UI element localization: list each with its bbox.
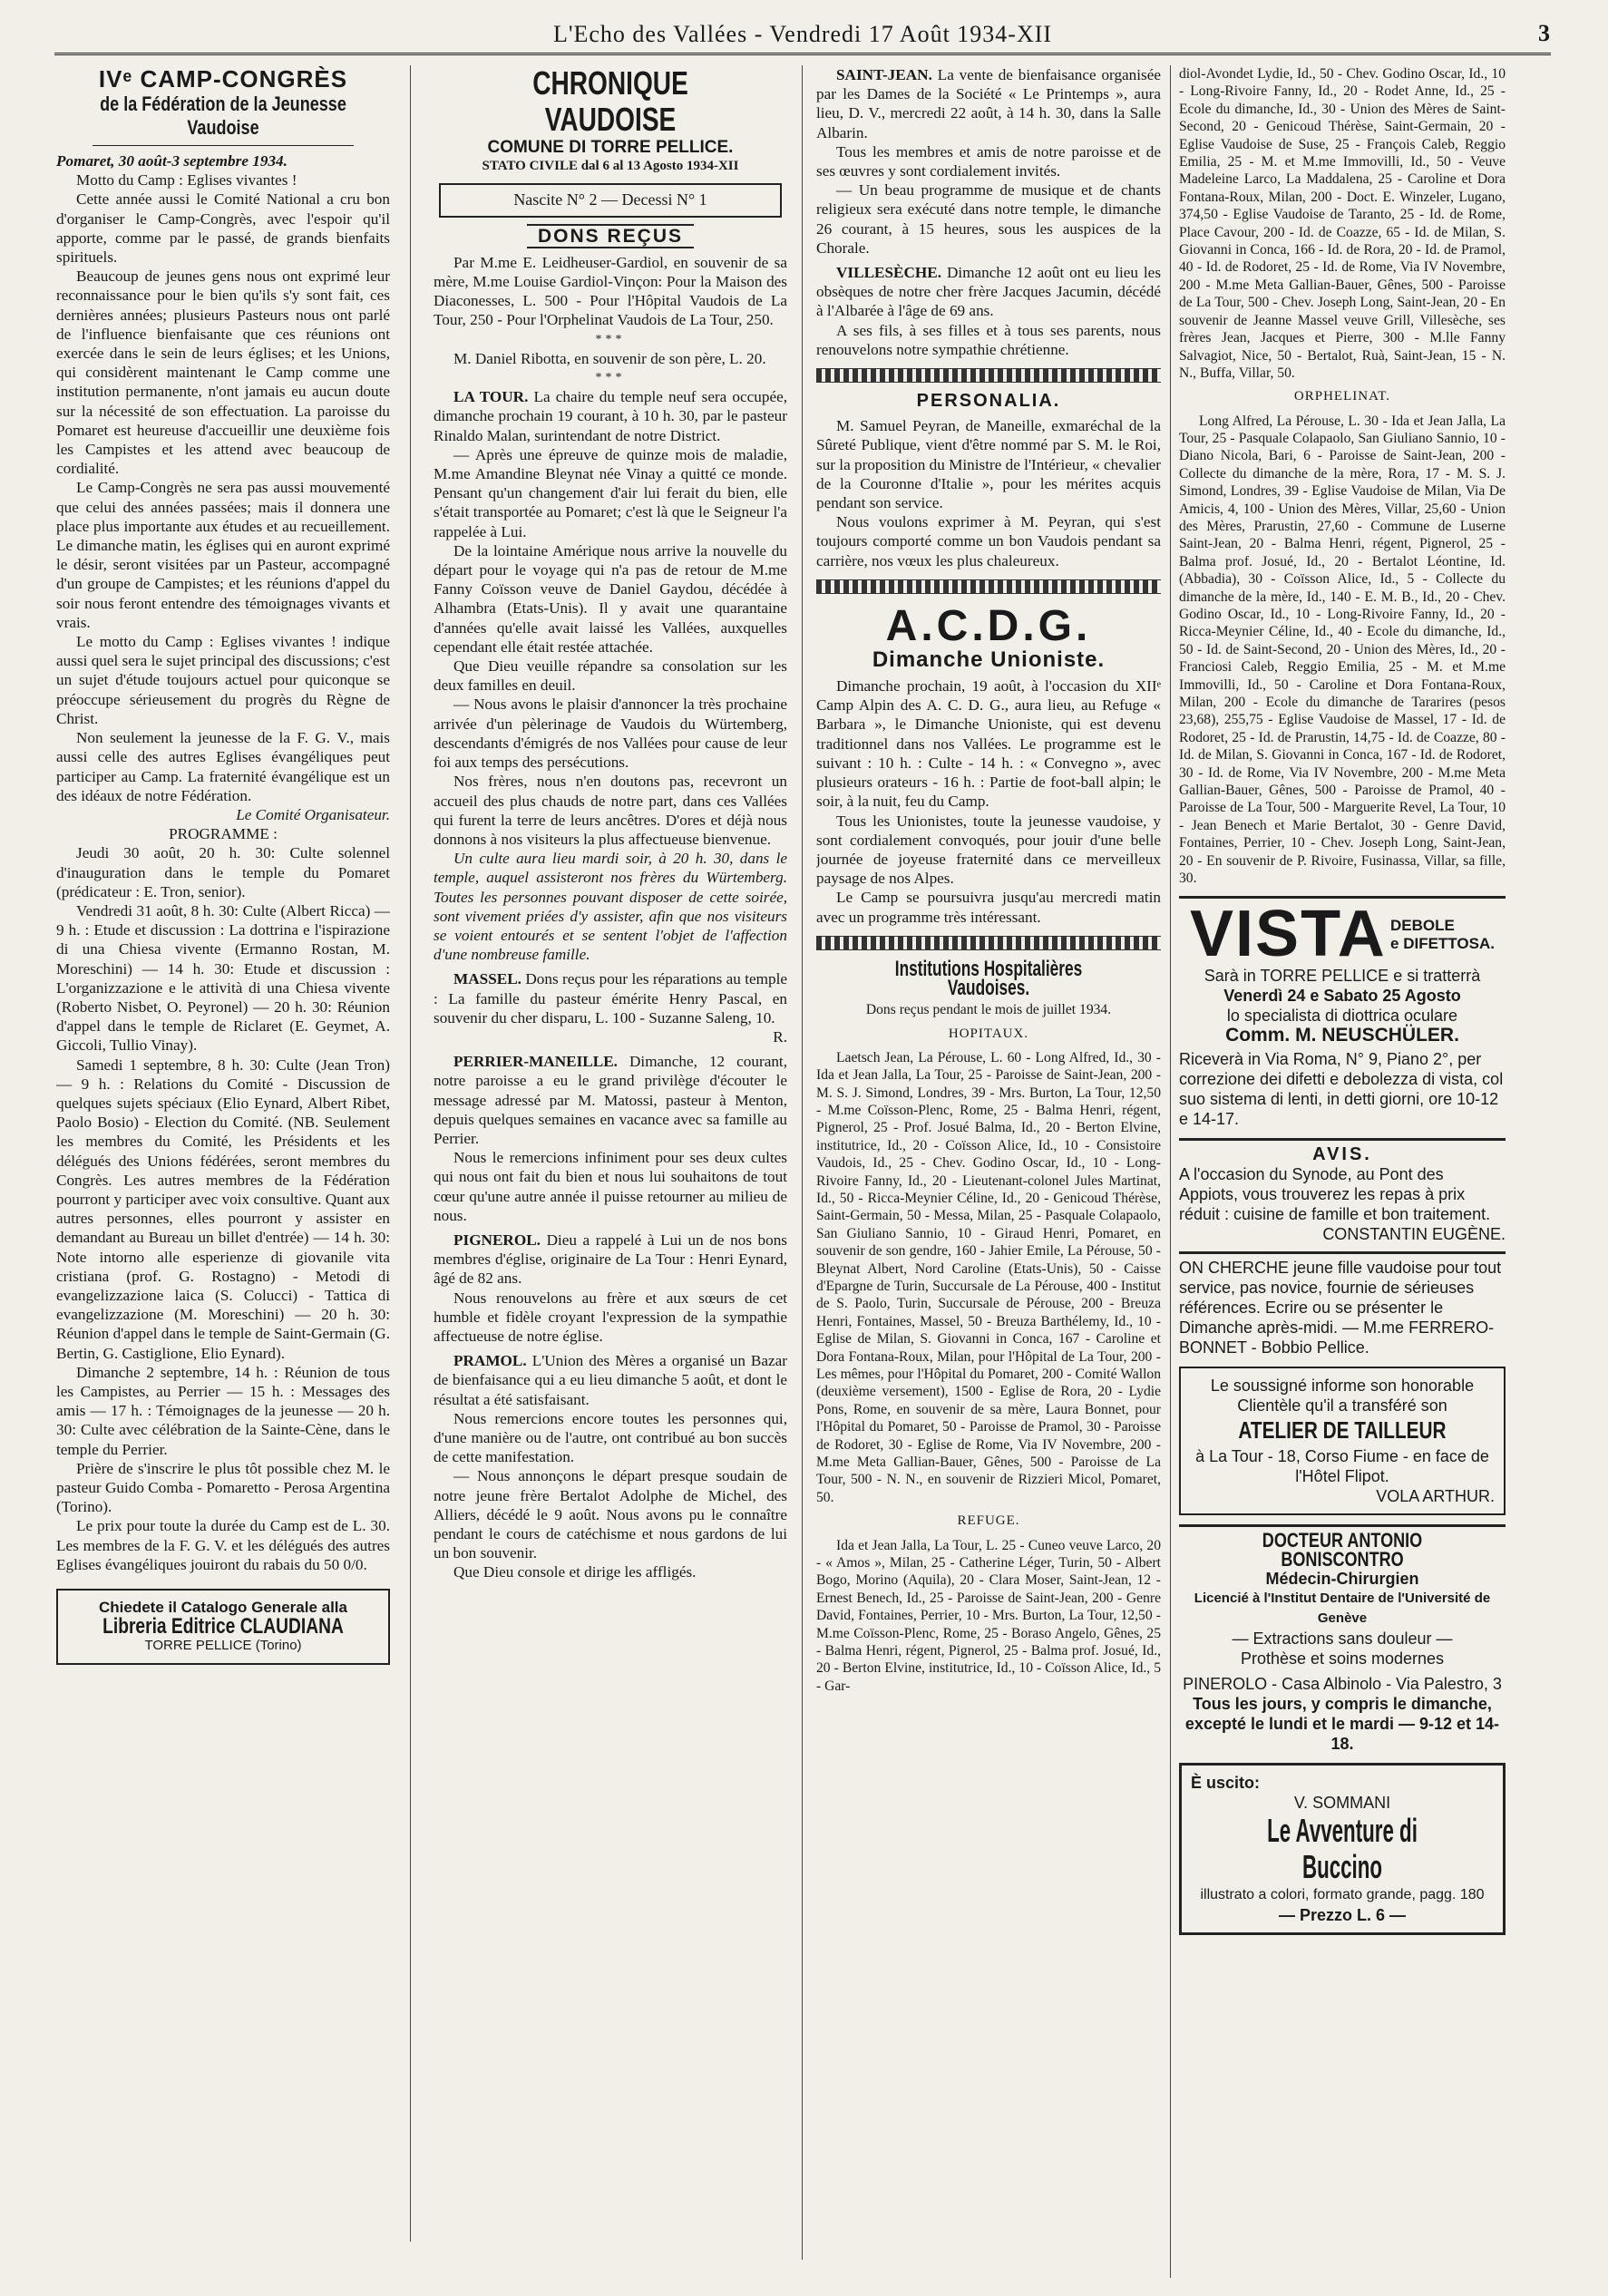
article-paragraph: Nous renouvelons au frère et aux sœurs de cet humble et fidèle croyant l'expression de la sympathie affectueuse de notre église. xyxy=(434,1289,787,1345)
vista-side-text xyxy=(1390,917,1495,953)
article-signature: R. xyxy=(773,1027,787,1046)
camp-dateline: Pomaret, 30 août-3 septembre 1934. xyxy=(56,152,287,170)
donations-list: Laetsch Jean, La Pérouse, L. 60 - Long Alfred, Id., 30 - Ida et Jean Jalla, La Tour, 25 - Paroisse de Saint-Jean, 200 - M. S. J. Simond, Londres, 39 - Mrs. Burton, La Tour, 12,50 - M.me Coïsson-Plenc, Rome, 25 - Balma Henri, régent, Pignerol, 25 - Prof. Josué Balma, Id., 20 - Berton Elvine, institutrice, Id., 20 - Coïsson Alice, Id., 10 - Consistoire Vaudois, Id., 25 - Chev. Godino Oscar, Id., 10 - Long-Rivoire Fanny, Id., 20 - Lieutenant-colonel Jules Martinat, Id., 50 - Ricca-Meynier Céline, Id., 20 - Genicoud Thérèse, Saint-Germain, 50 - Messa, Milan, 25 - Pasquale Colapaolo, San Giuliano Sannio, 10 - Giraud Henri, Pomaret, en souvenir de son gendre, 160 - Jahier Emile, La Pérouse, 50 - Bleynat Albert, Nord Caroline (Etats-Unis), 50 - Caisse d'Epargne de Turin, Succursale de La Pérouse, 400 - Institut de S. Paolo, Turin, Succursale de Pérouse, 200 - Breuza Henri, Fontaines, Massel, 50 - Breuza Barthélemy, Id., 10 - Eglise de Milan, S. Giovanni in Conca, 167 - Caroline et Dora Fontana-Roux, Milan, pour l'Hôpital de La Tour, 200 - Les mêmes, pour l'Hôpital du Pomaret, 200 - Comité Wallon (deuxième versement), 1500 - Eglise de Rora, 20 - Lydie Pons, Rome, en souvenir de sa mère, Laura Bonnet, pour l'Hôpital du Pomaret, 50 - Paroisse de Pramol, 30 - Paroisse de Rodoret, 30 - Eglise de Rome, Via IV Novembre, 200 - M.me Meta Gallian-Bauer, Gênes, 500 - Paroisse de La Tour, 500 - N. N., en souvenir de Rizzieri Micol, Pomaret, 50. xyxy=(816,1049,1161,1505)
column-rule xyxy=(802,65,803,2260)
article-paragraph: Tous les membres et amis de notre paroisse et de ses œuvres y sont cordialement invités. xyxy=(816,142,1161,180)
article-paragraph: Dimanche prochain, 19 août, à l'occasion du XIIᵉ Camp Alpin des A. C. D. G., aura lieu, au Refuge « Barbara », le Dimanche Unioniste, qui est devenu traditionnel dans nos Vallées. Le programme est le suivant : 10 h. : Culte - 14 h. : « Convegno », avec plusieurs orateurs - 16 h. : Partie de foot-ball alpin; le soir, à la nuit, feu du Camp. xyxy=(816,677,1161,811)
article-text: Dieu a rappelé à Lui un de nos bons membres d'église, originaire de La Tour : Henri Eynard, âgé de 82 ans. xyxy=(434,1231,787,1288)
claudiana-ad-place: TORRE PELLICE (Torino) xyxy=(144,1638,302,1654)
article-paragraph: Le motto du Camp : Eglises vivantes ! indique aussi quel sera le sujet principal des discussions; c'est un sujet d'étude toujours actuel pour quiconque se préoccupe sérieusement du progrès du Règne de Christ. xyxy=(56,633,390,727)
vista-doctor: Comm. M. NEUSCHÜLER. xyxy=(1225,1025,1459,1046)
section-pramol: PRAMOL. xyxy=(453,1352,527,1370)
section-villeseche: VILLESÈCHE. xyxy=(836,264,942,282)
article-paragraph: — Nous annonçons le départ presque soudain de notre jeune frère Bertalot Adolphe de Michel, des Alliers, décédé le 9 août. Nous avons pu le connaître pendant le cours de catéchisme et nous gardons de lui un bon souvenir. xyxy=(434,1467,787,1562)
refuge-heading: REFUGE. xyxy=(957,1513,1020,1529)
book-author: V. SOMMANI xyxy=(1293,1794,1391,1813)
book-details: illustrato a colori, formato grande, pagg. 180 xyxy=(1200,1887,1485,1903)
article-text: L'Union des Mères a organisé un Bazar de bienfaisance qui a eu lieu dimanche 5 août, et dont le résultat a été satisfaisant. xyxy=(434,1352,787,1408)
article-paragraph: Par M.me E. Leidheuser-Gardiol, en souvenir de sa mère, M.me Louise Gardiol-Vinçon: Pour la Maison des Diaconesses, L. 500 - Pour l'Hôpital Vaudois de La Tour, 250 - Pour l'Orphelinat Vaudois de La Tour, 250. xyxy=(434,253,787,329)
tailor-signature: VOLA ARTHUR. xyxy=(1376,1486,1495,1505)
article-paragraph: Que Dieu console et dirige les affligés. xyxy=(453,1563,697,1581)
article-signature: Le Comité Organisateur. xyxy=(236,805,390,823)
claudiana-ad-line: Chiedete il Catalogo Generale alla xyxy=(99,1599,347,1617)
vista-word: VISTA xyxy=(1190,898,1387,971)
institutions-subheading: Dons reçus pendant le mois de juillet 1934. xyxy=(865,1002,1112,1018)
ornamental-divider xyxy=(816,368,1161,383)
ornamental-divider xyxy=(816,579,1161,594)
book-price: — Prezzo L. 6 — xyxy=(1278,1906,1407,1925)
programme-item: Dimanche 2 septembre, 14 h. : Réunion de tous les Campistes, au Perrier — 15 h. : Messages des amis — 17 h. : Témoignages de la jeunesse — 20 h. 30: Culte avec célébration de la Sainte-Cène, dans le temple du Perrier. xyxy=(56,1363,390,1458)
article-paragraph: Le Camp se poursuivra jusqu'au mercredi matin avec un programme très intéressant. xyxy=(816,889,1161,926)
avis-heading: AVIS. xyxy=(1312,1144,1372,1165)
programme-heading: PROGRAMME : xyxy=(169,825,278,843)
job-ad xyxy=(1179,1251,1506,1357)
article-paragraph: Nos frères, nous n'en doutons pas, recevront un accueil des plus chauds de notre part, dans ces Vallées qui furent la terre de leurs ancêtres. D'ores et déjà nous donnons à nos visiteurs la plus affectueuse bienvenue. xyxy=(434,773,787,848)
claudiana-ad xyxy=(56,1589,390,1665)
article-paragraph: Nous remercions encore toutes les personnes qui, d'une manière ou de l'autre, ont contribué au bon succès de cette manifestation. xyxy=(434,1409,787,1466)
book-ad xyxy=(1179,1763,1506,1935)
vista-ad xyxy=(1179,896,1506,1129)
article-paragraph: Nous voulons exprimer à M. Peyran, qui s'est toujours comporté comme un bon Vaudois pendant sa carrière, nos vœux les plus chaleureux. xyxy=(816,513,1161,569)
article-paragraph: — Nous avons le plaisir d'annoncer la très prochaine arrivée d'un pèlerinage de Vaudois du Würtemberg, descendants d'émigrés de nos Vallées pour cause de leur foi aux temps des persécutions. xyxy=(434,696,787,772)
doctor-address: PINEROLO - Casa Albinolo - Via Palestro, 3 xyxy=(1183,1675,1502,1694)
column-2 xyxy=(434,65,787,2260)
article-paragraph: — Un beau programme de musique et de chants religieux sera exécuté dans notre temple, le dimanche 26 courant, à 15 heures, sous les auspices de la Chorale. xyxy=(816,181,1161,257)
chronicle-subtitle: COMUNE DI TORRE PELLICE. xyxy=(487,138,734,157)
dons-heading xyxy=(434,227,787,246)
tailor-line: Le soussigné informe son honorable Clientèle qu'il a transféré son xyxy=(1210,1377,1475,1416)
article-paragraph: Non seulement la jeunesse de la F. G. V., mais aussi celle des autres Eglises évangéliques peut participer au Camp. La fraternité évangélique est un des idéaux de notre Fédération. xyxy=(56,729,390,804)
column-3 xyxy=(816,65,1161,2278)
section-saint-jean: SAINT-JEAN. xyxy=(836,66,932,83)
article-text: Dimanche, 12 courant, notre paroisse a eu le grand privilège d'écouter le message adressé par M. Matossi, pasteur à Menton, depuis quelques semaines en vacance avec sa famille au Perrier. xyxy=(434,1053,787,1147)
vista-text: Riceverà in Via Roma, N° 9, Piano 2°, per correzione dei difetti e debolezza di vista, col suo sistema di lenti, in detti giorni, ore 10-12 e 14-17. xyxy=(1179,1050,1504,1129)
orphelinat-heading: ORPHELINAT. xyxy=(1293,389,1391,404)
column-rule xyxy=(1170,65,1171,2278)
doctor-service: Prothèse et soins modernes xyxy=(1240,1649,1445,1668)
hopitaux-heading: HOPITAUX. xyxy=(948,1026,1029,1041)
personalia-heading: PERSONALIA. xyxy=(916,391,1061,412)
article-paragraph: De la lointaine Amérique nous arrive la nouvelle du départ pour le voyage qui n'a pas de retour de M.me Fanny Coïsson veuve de Daniel Gaydou, décédée à Alhambra (Etats-Unis). Il y avait une quarantaine d'années qu'elle avait laissé les Vallées, auxquelles cependant elle était restée attachée. xyxy=(434,541,787,656)
camp-motto: Motto du Camp : Eglises vivantes ! xyxy=(76,171,297,190)
avis-text: A l'occasion du Synode, au Pont des Appiots, vous trouverez les repas à prix réduit : cuisine de famille et bon traitement. xyxy=(1179,1165,1491,1224)
job-ad-text: ON CHERCHE jeune fille vaudoise pour tout service, pas novice, fournie de sérieuses références. Ecrire ou se présenter le Dimanche après-midi. — M.me FERRERO-BONNET - Bobbio Pellice. xyxy=(1179,1259,1502,1357)
doctor-service: — Extractions sans douleur — xyxy=(1232,1630,1453,1649)
article-paragraph: Nous le remercions infiniment pour ses deux cultes qui nous ont fait du bien et nous lui souhaitons de tout cœur qu'une autre année il puisse retourner au milieu de nous. xyxy=(434,1149,787,1224)
dons-heading-text: DONS REÇUS xyxy=(527,224,694,248)
camp-title: IVᵉ CAMP-CONGRÈS xyxy=(98,65,348,92)
article-text: Dimanche 12 août ont eu lieu les obsèques de notre cher frère Jacques Jacumin, décédé à l'Albarée à l'âge de 69 ans. xyxy=(816,264,1161,320)
programme-item: Vendredi 31 août, 8 h. 30: Culte (Albert Ricca) — 9 h. : Etude et discussion : La dottrina e l'ispirazione di una Chiesa vivente (Ermanno Rostan, M. Moreschini) — 14 h. 30: Etude et discussion : L'organizzazione e le attività di una Chiesa vivente (Roberto Nisbet, O. Peyronel) — 20 h. 30: Réunion d'appel dans le temple de Riclaret (E. Geymet, A. Giccoli, Tullio Vinay). xyxy=(56,901,390,1055)
vista-side-1: DEBOLE xyxy=(1390,917,1455,935)
column-4 xyxy=(1179,65,1506,2287)
births-deaths-box: Nascite N° 2 — Decessi N° 1 xyxy=(439,183,782,217)
donations-list: Ida et Jean Jalla, La Tour, L. 25 - Cuneo veuve Larco, 20 - « Amos », Milan, 25 - Catherine Léger, Turin, 50 - Albert Bogo, Morino (Aquila), 20 - Clara Moser, Saint-Jean, 12 - Ernest Benech, Id., 25 - Paroisse de Saint-Jean, 200 - Genre David, Fontaines, Perrier, 10 - Mrs. Burton, La Tour, 12,50 - M.me Coïsson-Plenc, Rome, 25 - Boraso Angelo, Gênes, 25 - Balma Henri, régent, Pignerol, 25 - Balma prof. Josué, Id., 20 - Berton Elvine, institutrice, Id., 10 - Coïsson Alice, Id., 5 - Gar- xyxy=(816,1537,1161,1694)
donations-list: diol-Avondet Lydie, Id., 50 - Chev. Godino Oscar, Id., 10 - Long-Rivoire Fanny, Id., 20 - Rodet Anne, Id., 25 - Ecole du dimanche, Id., 30 - Union des Mères de Saint-Second, 20 - Genicoud Thérèse, Saint-Germain, 20 - Eglise Vaudoise de Suse, 25 - François Caleb, Reggio Emilia, 25 - M. et M.me Immovilli, Id., 50 - Veuve Madeleine Larco, La Maddalena, 25 - Caroline et Dora Fontana-Roux, Milan, 200 - Doct. E. Winzeler, Lugano, 374,50 - Eglise Vaudoise de Taranto, 25 - Id. de Rome, Place Cavour, 200 - Id. de Coazze, 65 - Id. de Milan, S. Giovanni in Conca, 166 - Id. de Rora, 20 - Id. de Pramol, 40 - Id. de Rodoret, 25 - Id. de Rome, Via IV Novembre, 200 - M.me Meta Gallian-Bauer, Gênes, 500 - Paroisse de La Tour, 500 - Chev. Joseph Long, Saint-Jean, 20 - En souvenir de Jeanne Massel veuve Grill, Villesèche, ses frères Jean, Jacques et Pierre, 300 - M.lle Fanny Salvagiot, Nice, 50 - Bertalot, Ruà, Saint-Jean, 15 - N. N., Buffa, Villar, 50. xyxy=(1179,66,1506,381)
avis-signature: CONSTANTIN EUGÈNE. xyxy=(1322,1225,1506,1244)
section-latour: LA TOUR. xyxy=(453,388,529,406)
article-paragraph: — Après une épreuve de quinze mois de maladie, M.me Amandine Bleynat née Vinay a quitté ce monde. Pensant qu'un changement d'air lui ferait du bien, elle s'était transportée au Pomaret; c'est là que le Seigneur l'a rappelée à Lui. xyxy=(434,445,787,540)
acdg-heading: A.C.D.G. xyxy=(885,601,1092,650)
article-text: La chaire du temple neuf sera occupée, dimanche prochain 19 courant, à 10 h. 30, par le pasteur Rinaldo Malan, surintendant de notre District. xyxy=(434,388,787,444)
article-paragraph: Un culte aura lieu mardi soir, à 20 h. 30, dans le temple, auquel assisteront nos frères du Würtemberg. Toutes les personnes pouvant disposer de cette soirée, sont vivement priées d'y assister, afin que nos visiteurs se voient entourés et se sentent l'objet de l'affection d'une nombreuse famille. xyxy=(434,850,787,964)
section-massel: MASSEL. xyxy=(453,970,521,988)
article-text: La vente de bienfaisance organisée par les Dames de la Société « Le Printemps », aura lieu, D. V., mercredi 22 août, à 14 h. 30, dans la Salle Albarin. xyxy=(816,66,1161,141)
acdg-subheading: Dimanche Unioniste. xyxy=(872,647,1106,672)
doctor-licence: Licencié à l'Institut Dentaire de l'Université de Genève xyxy=(1194,1591,1491,1627)
header-title: L'Echo des Vallées - Vendredi 17 Août 1934-XII xyxy=(552,21,1053,47)
doctor-name: DOCTEUR ANTONIO BONISCONTRO xyxy=(1262,1528,1423,1571)
tailor-ad xyxy=(1179,1367,1506,1514)
vista-line: lo specialista di diottrica oculare xyxy=(1226,1007,1458,1026)
chronicle-title: CHRONIQUE VAUDOISE xyxy=(532,65,688,138)
article-paragraph: M. Samuel Peyran, de Maneille, exmaréchal de la Sûreté Publique, vient d'être nommé par S. M. le Roi, sur la proposition du Ministre de l'Intérieur, « chevalier de la Couronne d'Italie », pour les mérites acquis pendant son service. xyxy=(816,417,1161,512)
civil-state-line: STATO CIVILE dal 6 al 13 Agosto 1934-XII xyxy=(482,159,739,174)
doctor-title: Médecin-Chirurgien xyxy=(1265,1570,1419,1589)
institutions-heading: Institutions Hospitalières Vaudoises. xyxy=(894,956,1083,1000)
vista-side-2: e DIFETTOSA. xyxy=(1390,935,1495,953)
article-paragraph: M. Daniel Ribotta, en souvenir de son père, L. 20. xyxy=(453,349,766,367)
programme-item: Jeudi 30 août, 20 h. 30: Culte solennel d'inauguration dans le temple du Pomaret (prédicateur : E. Tron, senior). xyxy=(56,844,390,900)
tailor-title: ATELIER DE TAILLEUR xyxy=(1238,1416,1447,1445)
avis-ad xyxy=(1179,1138,1506,1244)
article-paragraph: Prière de s'inscrire le plus tôt possible chez M. le pasteur Guido Comba - Pomaretto - Perosa Argentina (Torino). xyxy=(56,1459,390,1516)
column-rule xyxy=(410,65,411,2242)
article-text: Dons reçus pour les réparations au temple : La famille du pasteur émérite Henry Pascal, en souvenir du cher disparu, L. 100 - Suzanne Saleng, 10. xyxy=(434,970,787,1026)
doctor-ad xyxy=(1179,1524,1506,1754)
ornamental-divider xyxy=(816,936,1161,950)
vista-dates: Venerdì 24 e Sabato 25 Agosto xyxy=(1223,987,1461,1006)
article-paragraph: Le prix pour toute la durée du Camp est de L. 30. Les membres de la F. G. V. et les délégués des autres Eglises évangéliques jouiront du rabais du 50 0/0. xyxy=(56,1517,390,1573)
programme-item: Samedi 1 septembre, 8 h. 30: Culte (Jean Tron) — 9 h. : Relations du Comité - Discussion de quelques sujets spéciaux (Elio Eynard, Albert Ribet, Paolo Bosio) - Election du Comité. (NB. Seulement les membres du Comité, les Présidents et les délégués des Unions fédérées, seront membres du Congrès. Les autres membres de la Fédération pourront y participer avec voix consultive. Quant aux autres personnes, elles pourront y assister en demandant au Bureau un billet d'entrée) — 14 h. 30: Note intorno alle esperienze di giovanile vita cristiana (prof. G. Rostagno) - Metodi di evangelizzazione laica (S. Colucci) - Tattica di evangelizzazione (M. Moreschini) — 20 h. 30: Réunion d'appel dans le temple de Saint-Germain (G. Bertin, G. Castiglione, Elio Eynard). xyxy=(56,1056,390,1362)
separator-stars: *** xyxy=(595,332,626,346)
article-paragraph: Le Camp-Congrès ne sera pas aussi mouvementé que celui des années passées; mais il donnera une place plus importante aux études et au recueillement. Le dimanche matin, les églises qui en auront exprimé le désir, seront visitées par un Pasteur, accompagné d'un groupe de Campistes; et les réunions d'appel du soir nous feront entendre des témoignages vivants et vrais. xyxy=(56,479,390,631)
article-paragraph: A ses fils, à ses filles et à tous ses parents, nous renouvelons notre sympathie chrétienne. xyxy=(816,321,1161,358)
article-paragraph: Tous les Unionistes, toute la jeunesse vaudoise, y sont cordialement convoqués, pour jouir d'une belle journée de joyeuse fraternité dans ce merveilleux paysage de nos Alpes. xyxy=(816,812,1161,888)
vista-line: Sarà in TORRE PELLICE e si tratterrà xyxy=(1204,967,1481,986)
page-number: 3 xyxy=(1538,20,1551,46)
book-ad-lead: È uscito: xyxy=(1191,1774,1261,1793)
book-title: Le Avventure di Buccino xyxy=(1267,1812,1418,1886)
article-paragraph: Que Dieu veuille répandre sa consolation sur les deux familles en deuil. xyxy=(434,657,787,695)
section-perrier: PERRIER-MANEILLE. xyxy=(453,1053,618,1071)
claudiana-ad-name: Libreria Editrice CLAUDIANA xyxy=(102,1614,344,1639)
article-paragraph: Beaucoup de jeunes gens nous ont exprimé leur reconnaissance pour le bien qu'ils s'y sont fait, ces dernières années; plusieurs Pasteurs nous ont parlé de l'influence bienfaisante que ces réunions ont exercée dans le sein de leurs églises; et les Unions, qui considèrent maintenant le Camp comme une institution permanente, n'ont jamais eu aucun doute sur la nécessité de son effectuation. La paroisse du Pomaret est heureuse d'accueillir une deuxième fois les Campistes et les attend avec beaucoup de cordialité. xyxy=(56,268,390,478)
donations-list: Long Alfred, La Pérouse, L. 30 - Ida et Jean Jalla, La Tour, 25 - Pasquale Colapaolo, San Giuliano Sannio, 10 - Diano Nicola, Bari, 6 - Paroisse de Saint-Jean, 200 - Collecte du dimanche de la mère, Rora, 17 - M. S. J. Simond, Londres, 39 - Eglise Vaudoise de Milan, Via De Amicis, 4, 100 - Union des Mères, Villar, 25,60 - Union des Mères, Prarustin, 27,60 - Commune de Luserne Saint-Jean, 20 - Balma Henri, régent, Pignerol, 25 - Balma prof. Josué, Id., 20 - Bertalot Léontine, Id. (Abbadia), 30 - Coïsson Alice, Id., 5 - Collecte du dimanche de la mère, Id., 140 - E. M. B., Id., 20 - Chev. Godino Oscar, Id., 10 - Long-Rivoire Fanny, Id., 20 - Ricca-Meynier Céline, Id., 40 - Ecole du dimanche, Id., 50 - Id. de Saint-Second, 20 - Union des Mères, Id., 20 - Franciosi Caleb, Reggio Emilia, 25 - M. et M.me Immovilli, Id., 50 - Caroline et Dora Fontana-Roux, Milan, 200 - Ecole du dimanche de Tararires (pesos 23,68), 255,75 - Eglise Vaudoise de Massel, 17 - Id. de Rodoret, 25 - Id. de Prarustin, 14,75 - Id. de Coazze, 80 - Id. de Milan, S. Giovanni in Conca, 167 - Id. de Rodoret, 30 - Id. de Rome, Via IV Novembre, 200 - M.me Meta Gallian-Bauer, Gênes, 500 - Paroisse de Pramol, 40 - Paroisse de La Tour, 500 - Marguerite Revel, La Tour, 10 - Jean Benech et Marie Bertalot, 30 - Genre David, Fontaines, Perrier, 10 - Chev. Joseph Long, Saint-Jean, 20 - En souvenir de P. Rivoire, Fusinassa, Villar, sa fille, 30. xyxy=(1179,413,1506,887)
article-paragraph: Cette année aussi le Comité National a cru bon d'organiser le Camp-Congrès, avec l'espoir qu'il apporte, comme par le passé, de grands bienfaits spirituels. xyxy=(56,190,390,267)
page-header xyxy=(54,16,1551,55)
camp-subtitle: de la Fédération de la Jeunesse Vaudoise xyxy=(100,92,346,139)
tailor-address: à La Tour - 18, Corso Fiume - en face de l'Hôtel Flipot. xyxy=(1195,1446,1489,1485)
separator-stars: *** xyxy=(595,371,626,385)
section-pignerol: PIGNEROL. xyxy=(453,1231,541,1249)
column-1 xyxy=(56,65,390,2296)
doctor-hours: Tous les jours, y compris le dimanche, excepté le lundi et le mardi — 9-12 et 14-18. xyxy=(1184,1695,1500,1754)
